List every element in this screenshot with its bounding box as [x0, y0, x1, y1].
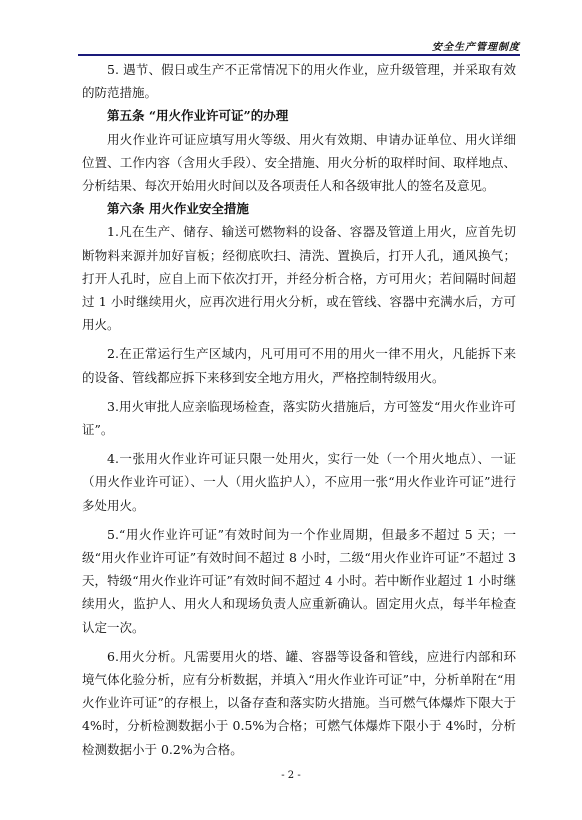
article-6-item-6: 6.用火分析。凡需要用火的塔、罐、容器等设备和管线，应进行内部和环境气体化验分析，应有分析数据，并填入“用火作业许可证”中，分析单附在“用火作业许可证”的存根上，以备存查和落实防火措施。当可燃气体爆炸下限大于 4%时，分析检测数据小于 0.5%为合格；可燃气体爆炸下限小于 4%时，分析检测数据小于 0.2%为合格。	[82, 648, 516, 757]
article-6-item-5: 5.“用火作业许可证”有效时间为一个作业周期，但最多不超过 5 天；一级“用火作业许可证”有效时间不超过 8 小时，二级“用火作业许可证”不超过 3 天，特级“用火作业许可证”有效时间不超过 4 小时。若中断作业超过 1 小时继续用火，监护人、用火人和现场负责人应重新确认。固定用火点，每半年检查认定一次。	[82, 526, 516, 635]
header-divider	[78, 54, 520, 56]
article-5-title: 第五条 “用火作业许可证”的办理	[107, 108, 289, 124]
article-6-title: 第六条 用火作业安全措施	[107, 201, 249, 217]
header-title: 安全生产管理制度	[432, 42, 520, 53]
article-6-item-2: 2.在正常运行生产区域内，凡可用可不用的用火一律不用火，凡能拆下来的设备、管线都应拆下来移到安全地方用火，严格控制特级用火。	[82, 346, 516, 385]
article-6-item-3: 3.用火审批人应亲临现场检查，落实防火措施后，方可签发“用火作业许可证”。	[82, 398, 516, 438]
paragraph-item-5-holiday: 5. 遇节、假日或生产不正常情况下的用火作业，应升级管理，并采取有效的防范措施。	[82, 62, 516, 101]
page-number: - 2 -	[281, 770, 301, 781]
article-5-body: 用火作业许可证应填写用火等级、用火有效期、申请办证单位、用火详细位置、工作内容（含用火手段）、安全措施、用火分析的取样时间、取样地点、分析结果、每次开始用火时间以及各项责任人和各级审批人的签名及意见。	[82, 131, 516, 194]
article-6-item-4: 4.一张用火作业许可证只限一处用火，实行一处（一个用火地点）、一证（用火作业许可证）、一人（用火监护人），不应用一张“用火作业许可证”进行多处用火。	[82, 451, 516, 513]
document-body	[82, 58, 516, 761]
article-6-item-1: 1.凡在生产、储存、输送可燃物料的设备、容器及管道上用火，应首先切断物料来源并加好盲板；经彻底吹扫、清洗、置换后，打开人孔，通风换气；打开人孔时，应自上而下依次打开，并经分析合格，方可用火；若间隔时间超过 1 小时继续用火，应再次进行用火分析，或在管线、容器中充满水后，方可用火。	[82, 224, 516, 333]
